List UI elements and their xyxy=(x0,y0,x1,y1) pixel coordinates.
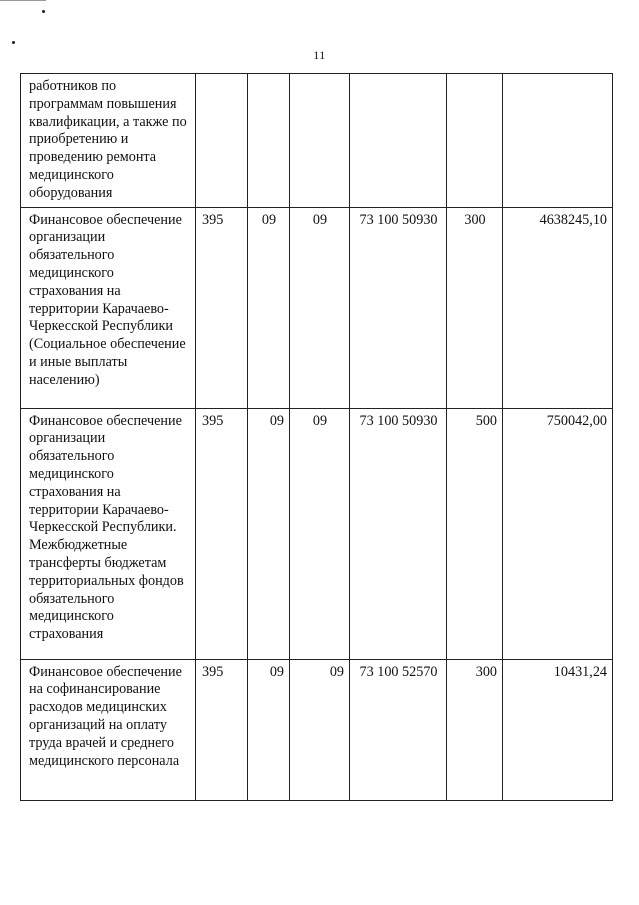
expense-type-code: 300 xyxy=(447,659,503,800)
section-code: 09 xyxy=(248,408,290,659)
subsection-code xyxy=(290,74,350,208)
row-description: работников по программам повышения квалификации, а также по приобретению и проведению ремонта медицинского оборудования xyxy=(21,74,196,208)
amount: 750042,00 xyxy=(503,408,613,659)
amount: 10431,24 xyxy=(503,659,613,800)
section-code xyxy=(248,74,290,208)
target-article-code: 73 100 50930 xyxy=(350,207,447,408)
subsection-code: 09 xyxy=(290,659,350,800)
page-number: 11 xyxy=(313,48,326,62)
expense-type-code: 500 xyxy=(447,408,503,659)
expense-type-code: 300 xyxy=(447,207,503,408)
target-article-code xyxy=(350,74,447,208)
ministry-code: 395 xyxy=(196,659,248,800)
target-article-code: 73 100 50930 xyxy=(350,408,447,659)
amount xyxy=(503,74,613,208)
row-description: Финансовое обеспечение организации обязательного медицинского страхования на территории Карачаево-Черкесской Республики. Межбюджетные трансферты бюджетам территориальных фондов обязательного медицинского страхования xyxy=(21,408,196,659)
section-code: 09 xyxy=(248,659,290,800)
ministry-code: 395 xyxy=(196,408,248,659)
subsection-code: 09 xyxy=(290,408,350,659)
target-article-code: 73 100 52570 xyxy=(350,659,447,800)
budget-table xyxy=(20,73,613,801)
expense-type-code xyxy=(447,74,503,208)
scan-speck xyxy=(42,10,45,13)
amount: 4638245,10 xyxy=(503,207,613,408)
section-code: 09 xyxy=(248,207,290,408)
ministry-code: 395 xyxy=(196,207,248,408)
scan-corner-line xyxy=(0,0,46,1)
table-row xyxy=(21,659,613,800)
row-description: Финансовое обеспечение на софинансирование расходов медицинских организаций на оплату труда врачей и среднего медицинского персонала xyxy=(21,659,196,800)
ministry-code xyxy=(196,74,248,208)
table-row xyxy=(21,74,613,208)
subsection-code: 09 xyxy=(290,207,350,408)
row-description: Финансовое обеспечение организации обязательного медицинского страхования на территории Карачаево-Черкесской Республики (Социальное обеспечение и иные выплаты населению) xyxy=(21,207,196,408)
table-row xyxy=(21,207,613,408)
scan-speck xyxy=(12,41,15,44)
table-row xyxy=(21,408,613,659)
